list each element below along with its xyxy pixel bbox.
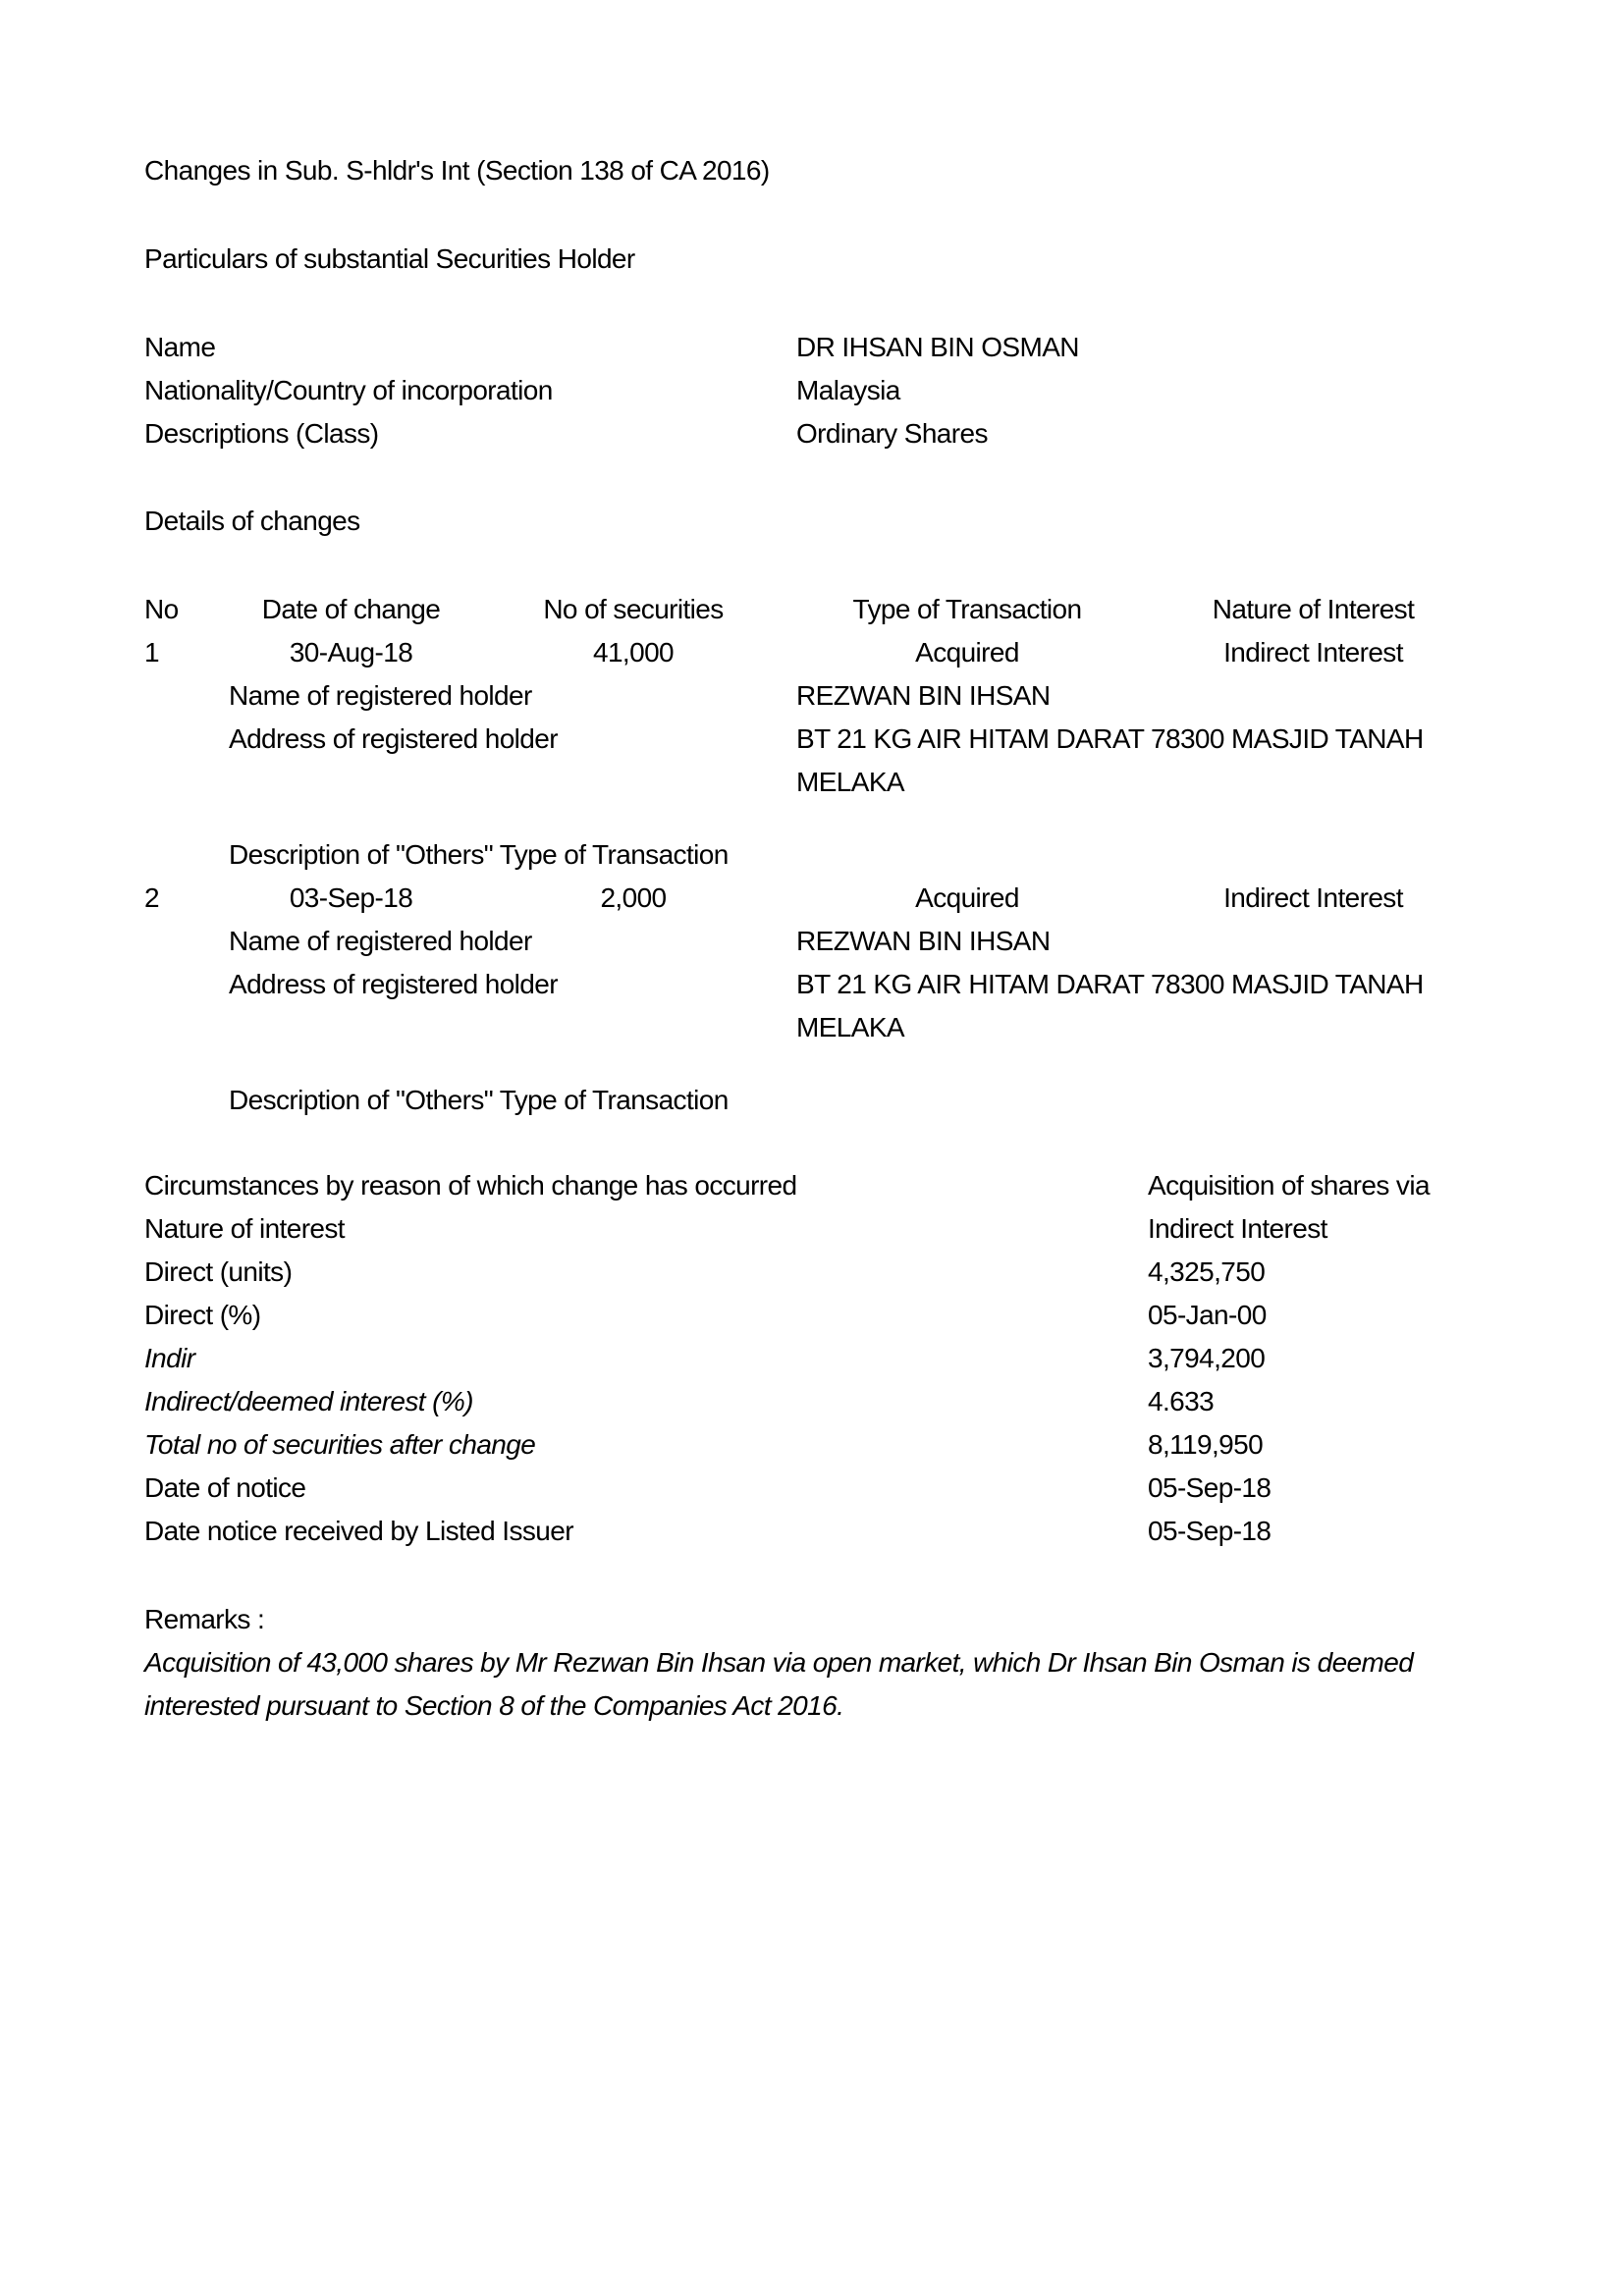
holder-row	[144, 412, 1564, 455]
summary-label: Direct (%)	[144, 1300, 261, 1330]
registered-holder-value: REZWAN BIN IHSAN	[796, 926, 1051, 956]
change-no: 1	[144, 637, 159, 667]
holder-label: Nationality/Country of incorporation	[144, 375, 553, 405]
col-header-date: Date of change	[261, 594, 441, 624]
summary-label: Date notice received by Listed Issuer	[144, 1516, 573, 1546]
summary-label: Date of notice	[144, 1472, 306, 1503]
change-no: 2	[144, 882, 159, 913]
registered-holder-row	[144, 674, 1564, 718]
holder-value: Malaysia	[796, 375, 900, 405]
change-nature: Indirect Interest	[1223, 882, 1403, 913]
change-securities: 41,000	[592, 637, 675, 667]
summary-label: Direct (units)	[144, 1256, 293, 1287]
details-heading: Details of changes	[144, 506, 360, 536]
address-value: BT 21 KG AIR HITAM DARAT 78300 MASJID TANAH MELAKA	[796, 969, 1424, 1042]
holder-value: Ordinary Shares	[796, 418, 988, 449]
summary-row	[144, 1380, 1564, 1423]
change-securities: 2,000	[600, 882, 667, 913]
summary-label: Indirect/deemed interest (%)	[144, 1386, 473, 1416]
others-description-label: Description of "Others" Type of Transaction	[229, 839, 729, 870]
others-description-label: Description of "Others" Type of Transaction	[229, 1085, 729, 1115]
summary-value: 05-Sep-18	[1148, 1516, 1271, 1546]
details-header-row	[144, 588, 1564, 631]
remarks-label: Remarks :	[144, 1604, 265, 1634]
others-description-row	[144, 1079, 1564, 1122]
change-row	[144, 631, 1564, 674]
details-table	[144, 588, 1564, 1122]
summary-row	[144, 1467, 1564, 1510]
summary-label: Indir	[144, 1343, 195, 1373]
summary-row	[144, 1251, 1564, 1294]
change-date: 03-Sep-18	[289, 882, 413, 913]
summary-label: Total no of securities after change	[144, 1429, 536, 1460]
remarks-text: Acquisition of 43,000 shares by Mr Rezwan Bin Ihsan via open market, which Dr Ihsan Bin Osman is deemed interested pursuant to Section 8 of the Companies Act 2016.	[144, 1647, 1414, 1721]
address-row	[144, 963, 1564, 1049]
summary-row	[144, 1423, 1564, 1467]
summary-value: 8,119,950	[1148, 1429, 1264, 1460]
holder-row	[144, 326, 1564, 369]
others-description-row	[144, 833, 1564, 877]
registered-holder-label: Name of registered holder	[229, 680, 532, 711]
change-nature: Indirect Interest	[1223, 637, 1403, 667]
change-row	[144, 877, 1564, 920]
col-header-securities: No of securities	[543, 594, 724, 624]
change-type: Acquired	[915, 882, 1019, 913]
address-label: Address of registered holder	[229, 969, 558, 999]
change-type: Acquired	[915, 637, 1019, 667]
holder-section	[144, 326, 1564, 455]
registered-holder-label: Name of registered holder	[229, 926, 532, 956]
summary-label: Nature of interest	[144, 1213, 345, 1244]
address-row	[144, 718, 1564, 804]
holder-label: Descriptions (Class)	[144, 418, 379, 449]
registered-holder-row	[144, 920, 1564, 963]
change-entry	[144, 631, 1564, 877]
holder-label: Name	[144, 332, 216, 362]
summary-row	[144, 1294, 1564, 1337]
doc-subtitle: Particulars of substantial Securities Holder	[144, 243, 635, 274]
holder-row	[144, 369, 1564, 412]
summary-value: 4.633	[1148, 1386, 1215, 1416]
col-header-nature: Nature of Interest	[1212, 594, 1415, 624]
col-header-no: No	[144, 594, 179, 624]
summary-row	[144, 1337, 1564, 1380]
col-header-type: Type of Transaction	[852, 594, 1082, 624]
address-value: BT 21 KG AIR HITAM DARAT 78300 MASJID TANAH MELAKA	[796, 723, 1424, 797]
summary-value: Acquisition of shares via	[1148, 1170, 1430, 1201]
address-label: Address of registered holder	[229, 723, 558, 754]
summary-value: Indirect Interest	[1148, 1213, 1327, 1244]
summary-value: 05-Sep-18	[1148, 1472, 1271, 1503]
summary-section	[144, 1164, 1564, 1553]
remarks-section	[144, 1598, 1564, 1728]
change-date: 30-Aug-18	[289, 637, 413, 667]
registered-holder-value: REZWAN BIN IHSAN	[796, 680, 1051, 711]
summary-value: 3,794,200	[1148, 1343, 1266, 1373]
change-entry	[144, 877, 1564, 1122]
summary-row	[144, 1207, 1564, 1251]
summary-value: 05-Jan-00	[1148, 1300, 1267, 1330]
summary-value: 4,325,750	[1148, 1256, 1266, 1287]
doc-title: Changes in Sub. S-hldr's Int (Section 138 of CA 2016)	[144, 155, 770, 186]
summary-label: Circumstances by reason of which change has occurred	[144, 1170, 797, 1201]
summary-row	[144, 1510, 1564, 1553]
summary-row	[144, 1164, 1564, 1207]
holder-value: DR IHSAN BIN OSMAN	[796, 332, 1079, 362]
